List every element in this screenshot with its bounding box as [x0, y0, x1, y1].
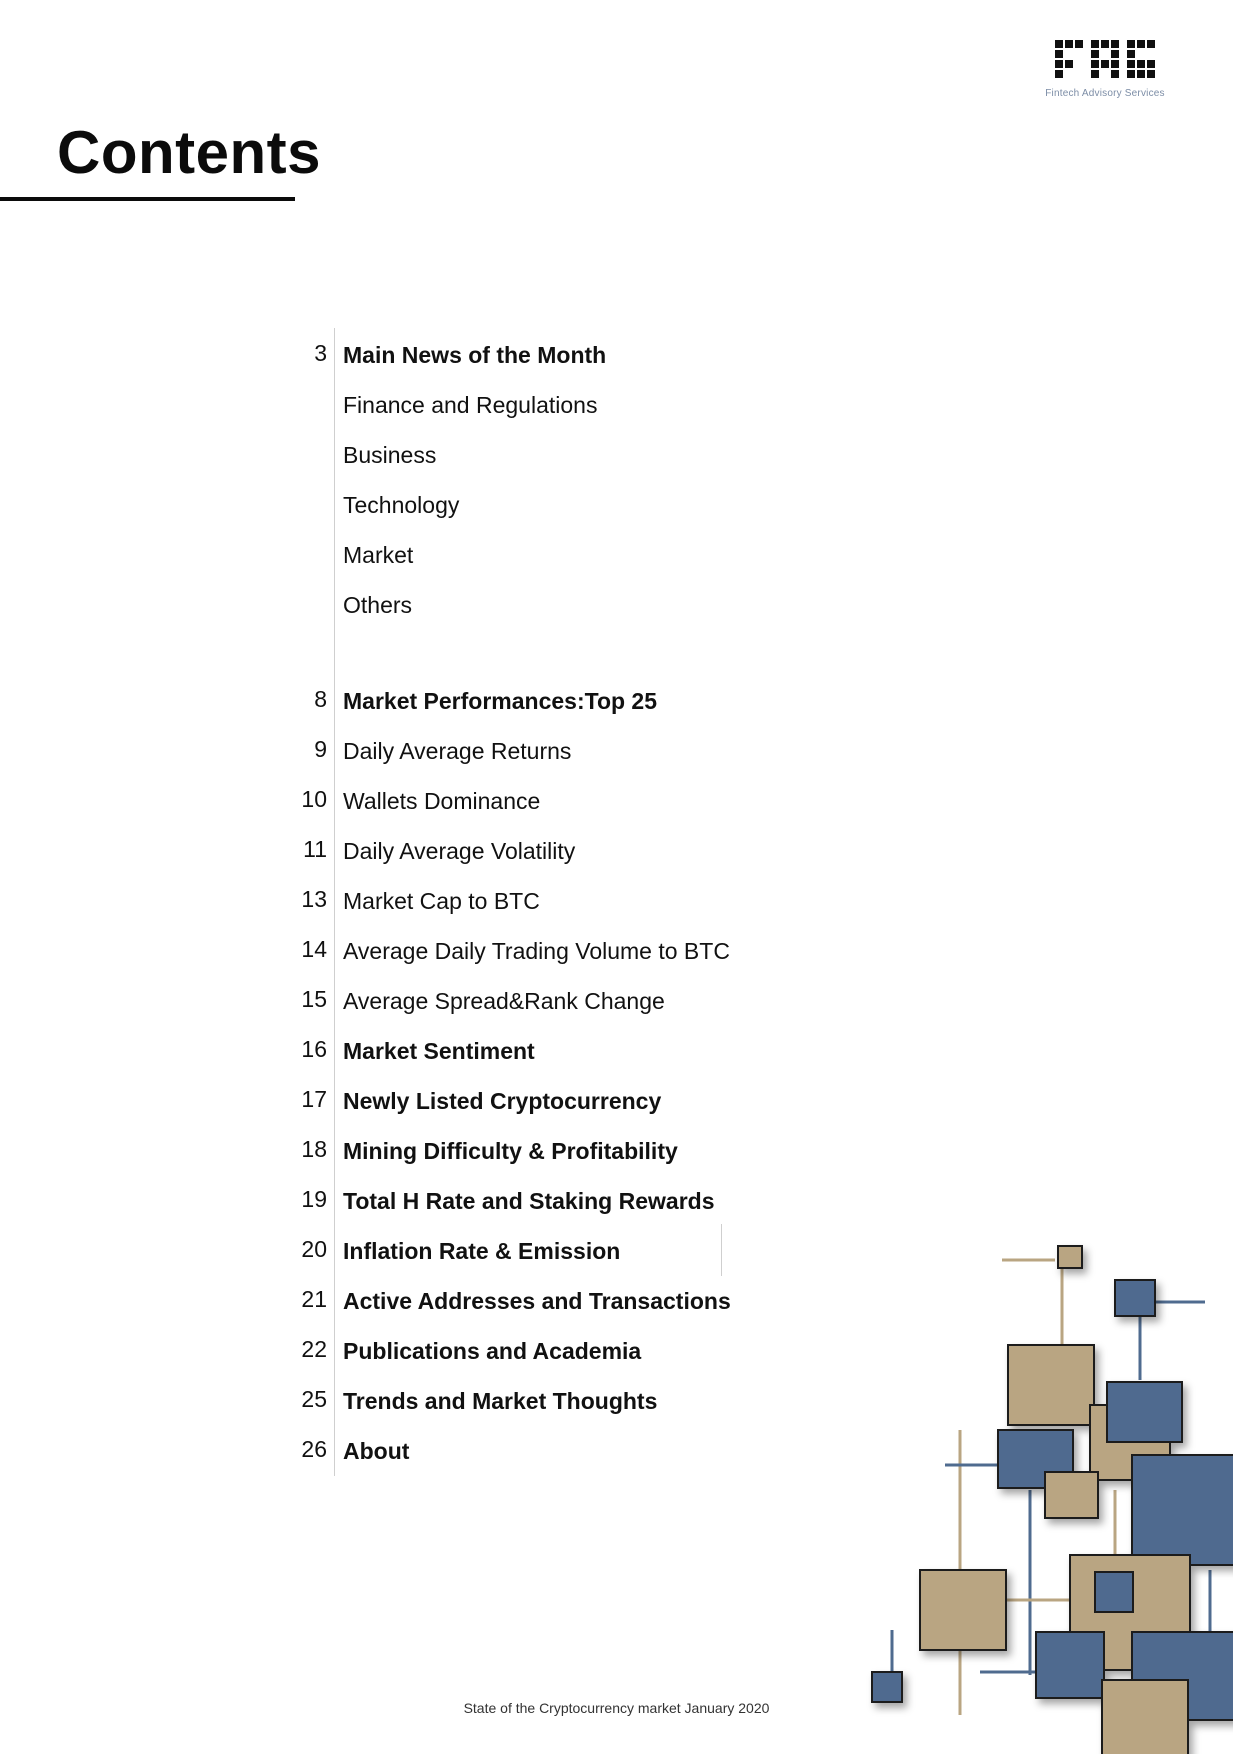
toc-entry[interactable]: [260, 340, 780, 376]
toc-label: Daily Average Volatility: [343, 838, 576, 864]
deco-square: [920, 1570, 1006, 1650]
toc-label: Inflation Rate & Emission: [343, 1238, 621, 1264]
decorative-squares-graphic: [850, 1230, 1233, 1759]
toc-entry[interactable]: [260, 1086, 780, 1122]
deco-square: [1008, 1345, 1094, 1425]
deco-square: [872, 1672, 902, 1702]
toc-page-number: 8: [314, 686, 327, 712]
toc-page-number: 19: [301, 1186, 327, 1212]
toc-entry[interactable]: [260, 1236, 780, 1272]
toc-label: Technology: [343, 492, 460, 518]
toc-page-number: 13: [301, 886, 327, 912]
toc-page-number: 10: [301, 786, 327, 812]
toc-label: Market Performances:Top 25: [343, 688, 658, 714]
toc-label: Active Addresses and Transactions: [343, 1288, 731, 1314]
toc-entry[interactable]: [260, 1436, 780, 1472]
toc-label: Wallets Dominance: [343, 788, 541, 814]
toc-label: Trends and Market Thoughts: [343, 1388, 658, 1414]
toc-label: Mining Difficulty & Profitability: [343, 1138, 678, 1164]
toc-entry[interactable]: [260, 1136, 780, 1172]
toc-label: Average Spread&Rank Change: [343, 988, 665, 1014]
toc-label: Total H Rate and Staking Rewards: [343, 1188, 715, 1214]
toc-entry[interactable]: [260, 936, 780, 972]
logo-subtitle: Fintech Advisory Services: [1045, 88, 1165, 99]
toc-page-number: 26: [301, 1436, 327, 1462]
deco-square: [1115, 1280, 1155, 1316]
deco-square: [1058, 1246, 1082, 1268]
toc-entry[interactable]: [260, 390, 780, 426]
toc-label: Finance and Regulations: [343, 392, 598, 418]
toc-label: Others: [343, 592, 413, 618]
deco-square: [1036, 1632, 1104, 1698]
footer-text: State of the Cryptocurrency market January 2020: [463, 1700, 770, 1716]
toc-page-number: 25: [301, 1386, 327, 1412]
toc-entry[interactable]: [260, 490, 780, 526]
toc-label: Average Daily Trading Volume to BTC: [343, 938, 730, 964]
toc-page-number: 21: [301, 1286, 327, 1312]
toc-page-number: 17: [301, 1086, 327, 1112]
deco-square: [1045, 1472, 1098, 1518]
toc-label: Market: [343, 542, 414, 568]
deco-square: [1107, 1382, 1182, 1442]
toc-entry[interactable]: [260, 986, 780, 1022]
toc-page-number: 18: [301, 1136, 327, 1162]
toc-entry[interactable]: [260, 836, 780, 872]
toc-label: Publications and Academia: [343, 1338, 642, 1364]
toc-entry[interactable]: [260, 786, 780, 822]
toc-entry[interactable]: [260, 1386, 780, 1422]
toc-entry[interactable]: [260, 686, 780, 722]
deco-square: [1102, 1680, 1188, 1754]
toc-label: Newly Listed Cryptocurrency: [343, 1088, 662, 1114]
toc-entry[interactable]: [260, 886, 780, 922]
toc-page-number: 22: [301, 1336, 327, 1362]
page-title: Contents: [57, 119, 321, 186]
toc-page-number: 11: [303, 836, 327, 862]
toc-entry[interactable]: [260, 590, 780, 626]
fas-logo-mark-icon: [1053, 38, 1157, 82]
toc-label: Daily Average Returns: [343, 738, 572, 764]
page-footer: [0, 1700, 1233, 1716]
toc-label: Business: [343, 442, 437, 468]
toc-entry[interactable]: [260, 736, 780, 772]
toc-label: Market Cap to BTC: [343, 888, 540, 914]
toc-label: About: [343, 1438, 410, 1464]
toc-page-number: 9: [314, 736, 327, 762]
toc-page-number: 14: [301, 936, 327, 962]
toc-entry[interactable]: [260, 1286, 780, 1322]
toc-page-number: 3: [314, 340, 327, 366]
toc-page-number: 20: [301, 1236, 327, 1262]
toc-label: Market Sentiment: [343, 1038, 535, 1064]
fas-logo: [1040, 38, 1170, 99]
toc-label: Main News of the Month: [343, 342, 607, 368]
toc-page-number: 16: [301, 1036, 327, 1062]
deco-square: [1132, 1455, 1233, 1565]
deco-square: [1095, 1572, 1133, 1612]
toc-entry[interactable]: [260, 540, 780, 576]
toc-page-number: 15: [301, 986, 327, 1012]
toc-entry[interactable]: [260, 440, 780, 476]
toc-entry[interactable]: [260, 1036, 780, 1072]
toc-entry[interactable]: [260, 1186, 780, 1222]
toc-entry[interactable]: [260, 1336, 780, 1372]
